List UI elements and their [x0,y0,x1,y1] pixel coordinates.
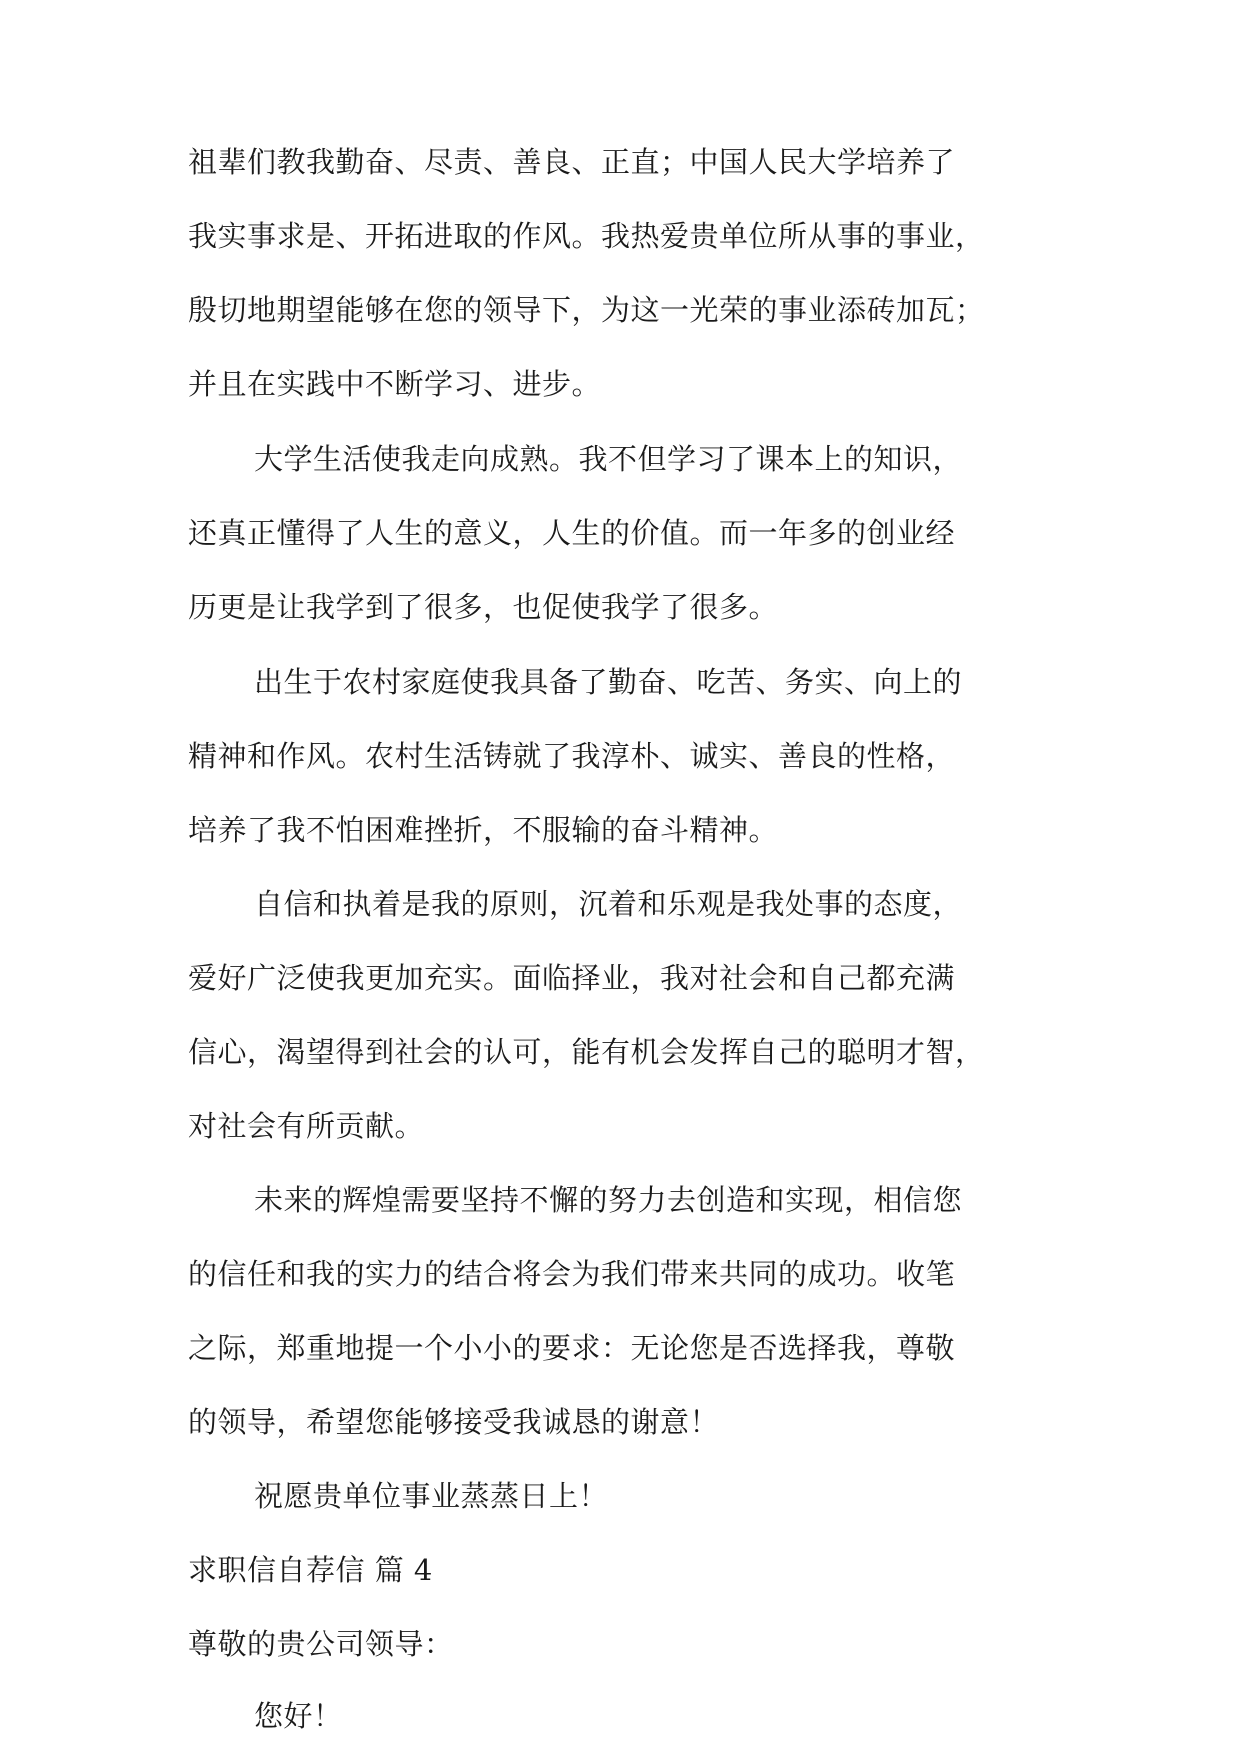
paragraph-first-line: 大学生活使我走向成熟。我不但学习了课本上的知识， [254,442,963,476]
body-line: 历更是让我学到了很多，也促使我学了很多。 [188,590,779,624]
paragraph-first-line: 未来的辉煌需要坚持不懈的努力去创造和实现，相信您 [254,1183,963,1217]
closing-wish: 祝愿贵单位事业蒸蒸日上！ [254,1479,609,1513]
salutation: 尊敬的贵公司领导： [188,1627,454,1661]
body-line: 我实事求是、开拓进取的作风。我热爱贵单位所从事的事业， [188,219,985,253]
body-line: 的信任和我的实力的结合将会为我们带来共同的成功。收笔 [188,1257,956,1291]
body-line: 信心，渴望得到社会的认可，能有机会发挥自己的聪明才智， [188,1035,985,1069]
body-line: 爱好广泛使我更加充实。面临择业，我对社会和自己都充满 [188,961,956,995]
body-line: 对社会有所贡献。 [188,1109,425,1143]
paragraph-first-line: 自信和执着是我的原则，沉着和乐观是我处事的态度， [254,887,963,921]
section-heading: 求职信自荐信 篇 4 [188,1553,433,1587]
paragraph-first-line: 出生于农村家庭使我具备了勤奋、吃苦、务实、向上的 [254,665,963,699]
body-line: 还真正懂得了人生的意义，人生的价值。而一年多的创业经 [188,516,956,550]
body-line: 并且在实践中不断学习、进步。 [188,367,602,401]
greeting: 您好！ [254,1699,343,1733]
body-line: 殷切地期望能够在您的领导下，为这一光荣的事业添砖加瓦； [188,293,985,327]
body-line: 培养了我不怕困难挫折，不服输的奋斗精神。 [188,813,779,847]
body-line: 精神和作风。农村生活铸就了我淳朴、诚实、善良的性格， [188,739,956,773]
body-line: 的领导，希望您能够接受我诚恳的谢意！ [188,1405,720,1439]
body-line: 之际，郑重地提一个小小的要求：无论您是否选择我，尊敬 [188,1331,956,1365]
body-line: 祖辈们教我勤奋、尽责、善良、正直；中国人民大学培养了 [188,145,956,179]
